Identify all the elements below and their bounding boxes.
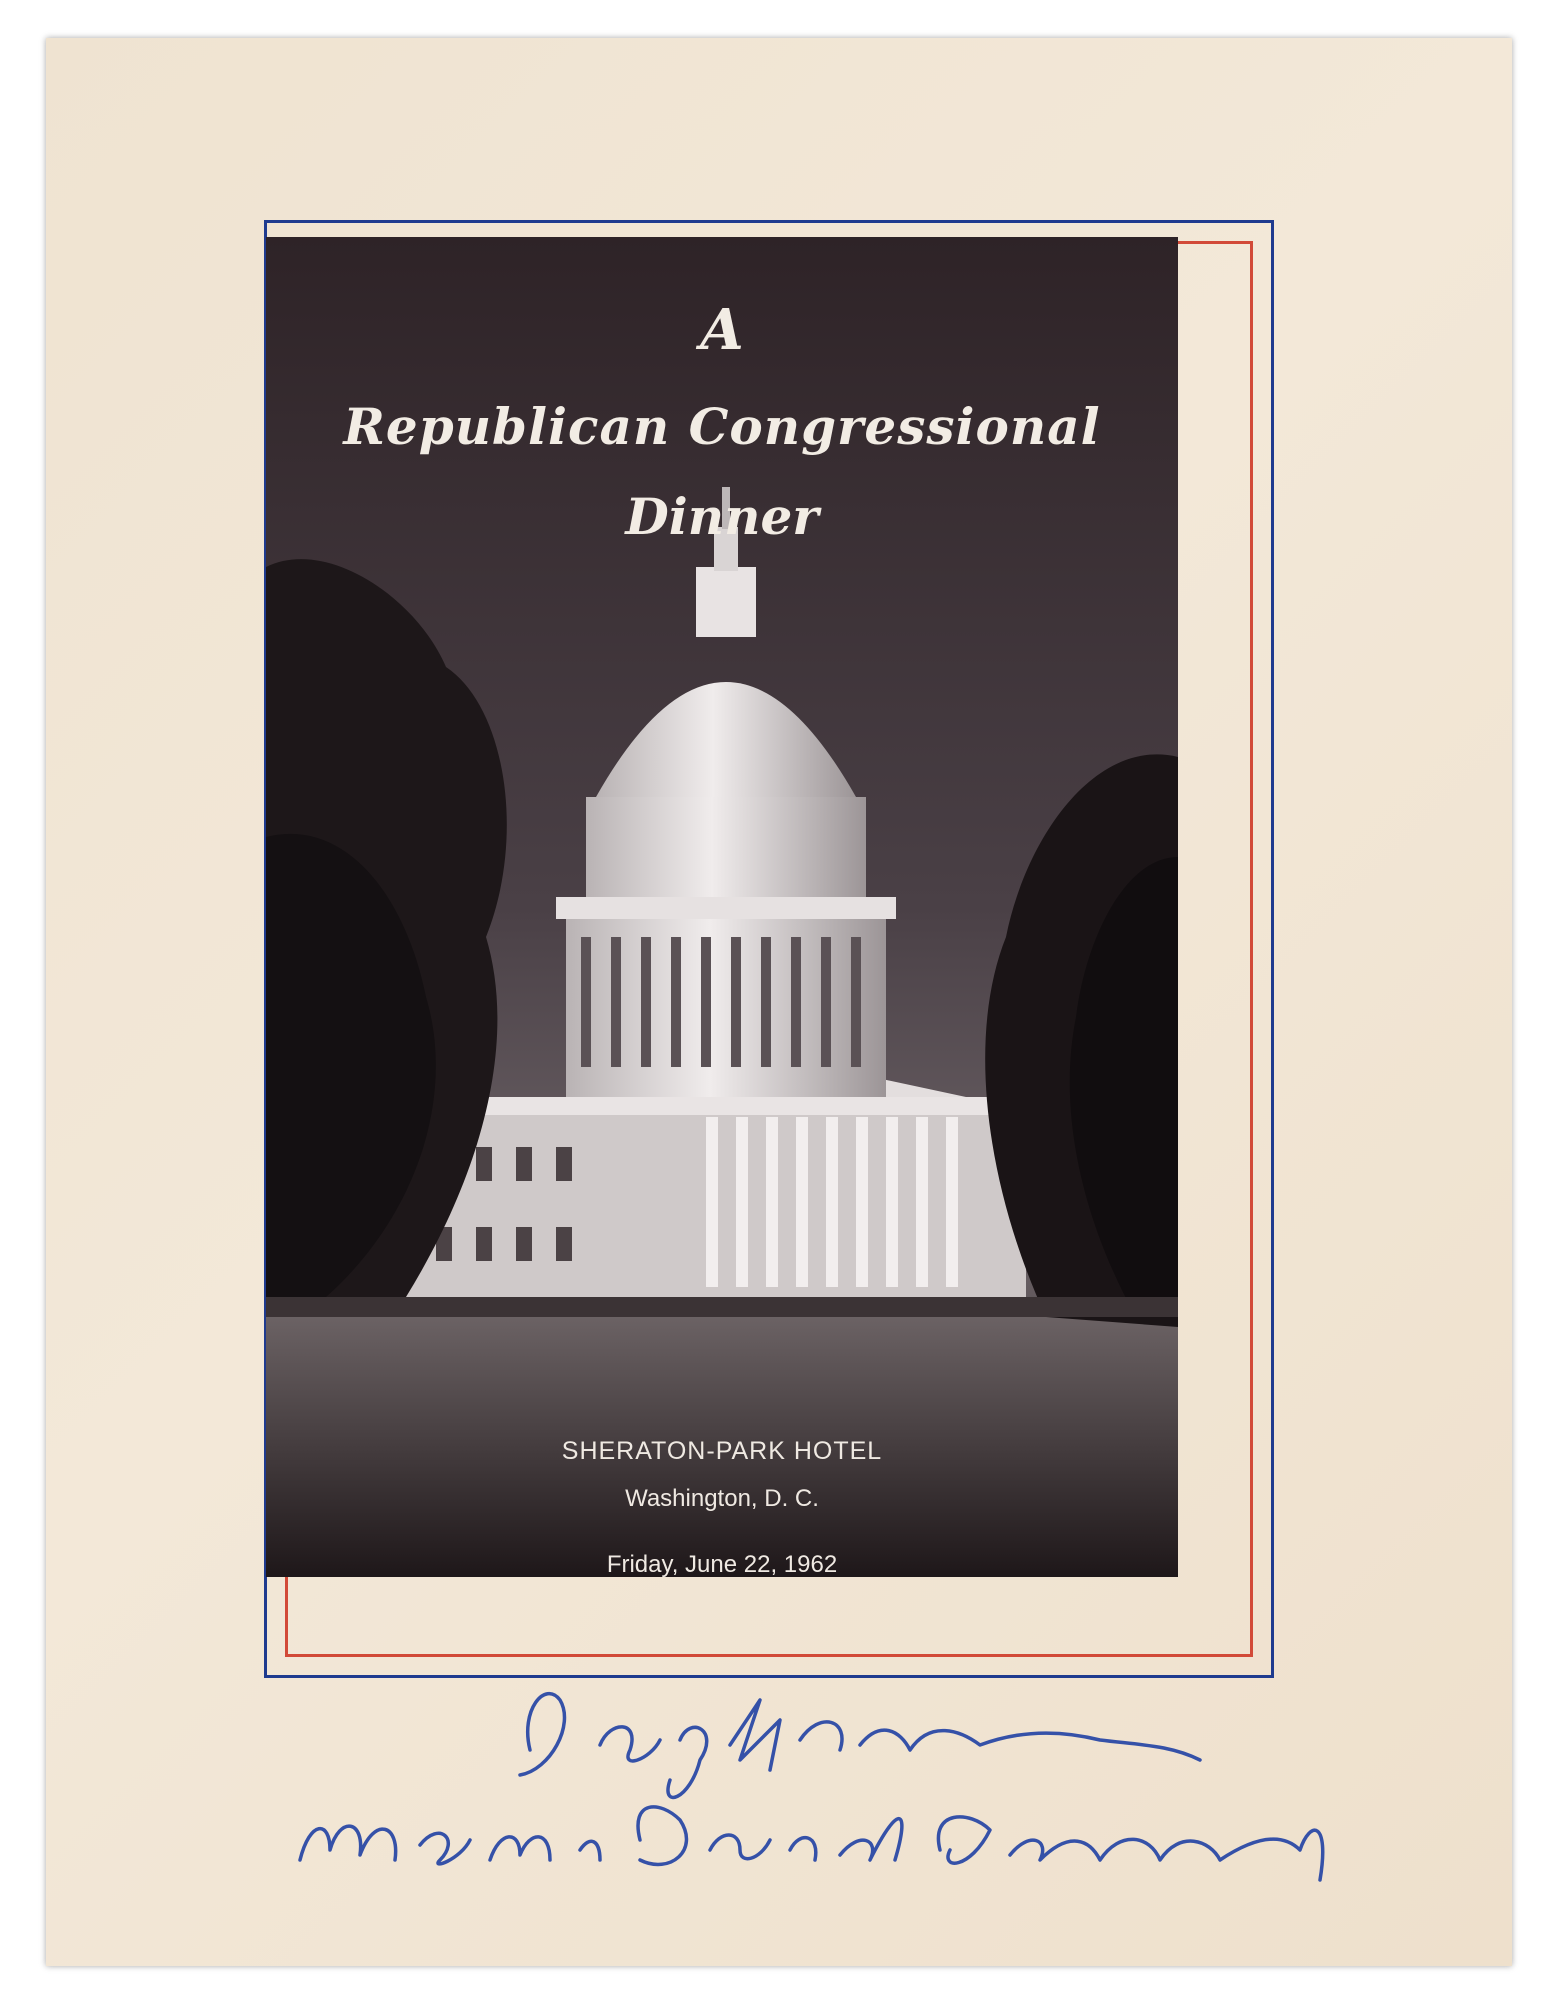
event-date: Friday, June 22, 1962 <box>606 1551 838 1577</box>
program-title-main: Republican Congressional <box>343 397 1101 456</box>
venue-city: Washington, D. C. <box>625 1485 819 1512</box>
program-title-a: A <box>700 297 744 363</box>
venue-name: SHERATON-PARK HOTEL <box>561 1437 883 1465</box>
capitol-photo-panel <box>266 237 1178 1577</box>
program-title-dinner: Dinner <box>625 487 819 546</box>
